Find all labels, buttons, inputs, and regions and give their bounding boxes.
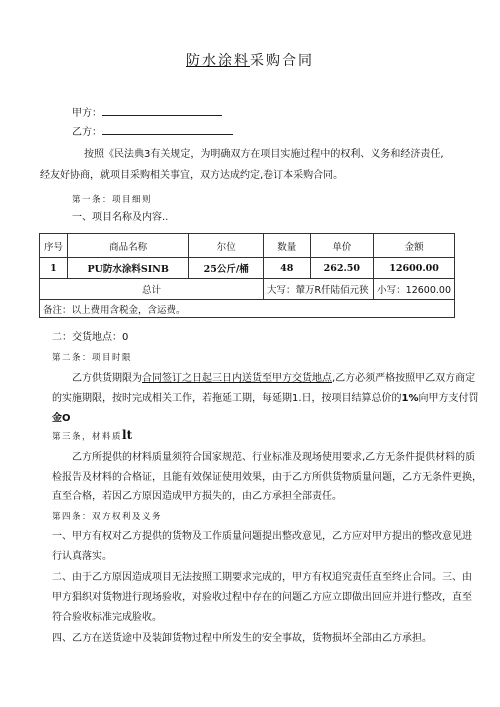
title-underlined: 防水涂料 [186, 53, 250, 69]
s2-text-underlined: 合同签订之日起三日内送货至甲方交货地点 [142, 373, 332, 384]
intro-line-2: 经友好协商，就项目采购相关事宜，双方达成约定,卷订本采购合同。 [40, 170, 344, 181]
section-3-line-2: 检报告及材料的合格证，且能有效保证使用效果，由于乙方所供货物质量问题，乙方无条件更换， [52, 472, 482, 483]
section-2-heading: 第二条：项目时限 [52, 353, 133, 363]
header-cell: 金额 [374, 234, 455, 258]
row-cell: 12600.00 [374, 258, 455, 279]
row-cell: 25公斤/桶 [189, 258, 264, 279]
row-cell: PU防水涂料SINB [67, 258, 189, 279]
table-row [40, 258, 455, 279]
intro-line-1: 按照《民法典3有关规定，为明确双方在项目实施过程中的权利、义务和经济责任, [84, 149, 444, 160]
s2-line2-pct: 1% [401, 393, 419, 404]
row-cell: 262.50 [310, 258, 374, 279]
total-row [40, 279, 455, 300]
party-b-label: 乙方： [72, 127, 102, 138]
section-4-item2-line2: 甲方猖织对货物进行现场验收，对验收过程中存在的问题乙方应立即做出回应并进行整改，直至 [52, 592, 472, 603]
section-4-item1-line1: 一、甲方有权对乙方提供的货物及工作质量问题提出整改意见，乙方应对甲方提出的整改意见进 [52, 531, 472, 542]
header-cell: 尔位 [189, 234, 264, 258]
total-label: 总计 [40, 279, 264, 300]
items-table [39, 233, 455, 318]
section-3-line-3: 直至合格，若因乙方原因造成甲方损失的，由乙方承担全部责任。 [52, 491, 342, 502]
party-a-blank [102, 105, 222, 116]
total-lower: 小写：12600.00 [374, 279, 455, 300]
section-2-line-1 [72, 372, 475, 385]
title-rest: 采购合同 [250, 53, 314, 69]
party-b-line [72, 124, 233, 139]
section-4-heading: 第四条：双方权利及义务 [52, 512, 163, 522]
party-a-label: 甲方： [72, 108, 102, 119]
total-upper: 大写：輦万R仟陆佰元狭 [263, 279, 373, 300]
party-b-blank [102, 124, 233, 135]
header-cell: 数量 [263, 234, 310, 258]
s2-line2-a: 的实施期限，按时完成相关工作，若拖延工期，每延期1.日，按项目结算总价的 [52, 393, 402, 404]
table-note: 备注：以上费用含税金，含运费。 [40, 300, 455, 318]
table-header-row [40, 234, 455, 258]
section-3-line-1: 乙方所提供的材料质量须符合国家规范、行业标准及现场使用要求,乙方无条件提供材料的质 [72, 452, 476, 463]
section-4-item2-line1: 二、由于乙方原因造成项目无法按照工期要求完成的，甲方有权追究责任直至终止合同。三、由 [52, 572, 472, 583]
section-1-sub: 一、项目名称及内容.. [72, 212, 169, 223]
section-4-item4: 四、乙方在送货途中及装卸货物过程中所发生的安全事故，货物损坏全部由乙方承担。 [52, 633, 432, 644]
header-cell: 商品名称 [67, 234, 189, 258]
delivery-line: 二：交货地点：0 [52, 332, 129, 343]
section-4-item2-line3: 符合验收标准完成脸收。 [52, 612, 162, 623]
party-a-line [72, 105, 222, 120]
row-cell: 48 [263, 258, 310, 279]
section-2-line-2 [52, 392, 479, 405]
section-3-heading [52, 428, 132, 442]
header-cell: 序号 [40, 234, 68, 258]
s2-line2-c: 向甲方支付罚 [418, 393, 479, 404]
page-title [0, 50, 500, 70]
s2-text-c: ,乙方必须严格按照甲乙双方商定 [332, 373, 476, 384]
section-2-line-3: 金O [52, 413, 71, 424]
s2-text-a: 乙方供货期限为 [72, 373, 142, 384]
note-row [40, 300, 455, 318]
s3-heading-text: 第三条，材料质 [52, 432, 123, 442]
section-4-item1-line2: 行认真落实。 [52, 551, 112, 562]
row-cell: 1 [40, 258, 68, 279]
section-1-heading: 第一条：项目细则 [72, 195, 153, 205]
s3-heading-big: lt [122, 428, 133, 442]
header-cell: 单价 [310, 234, 374, 258]
